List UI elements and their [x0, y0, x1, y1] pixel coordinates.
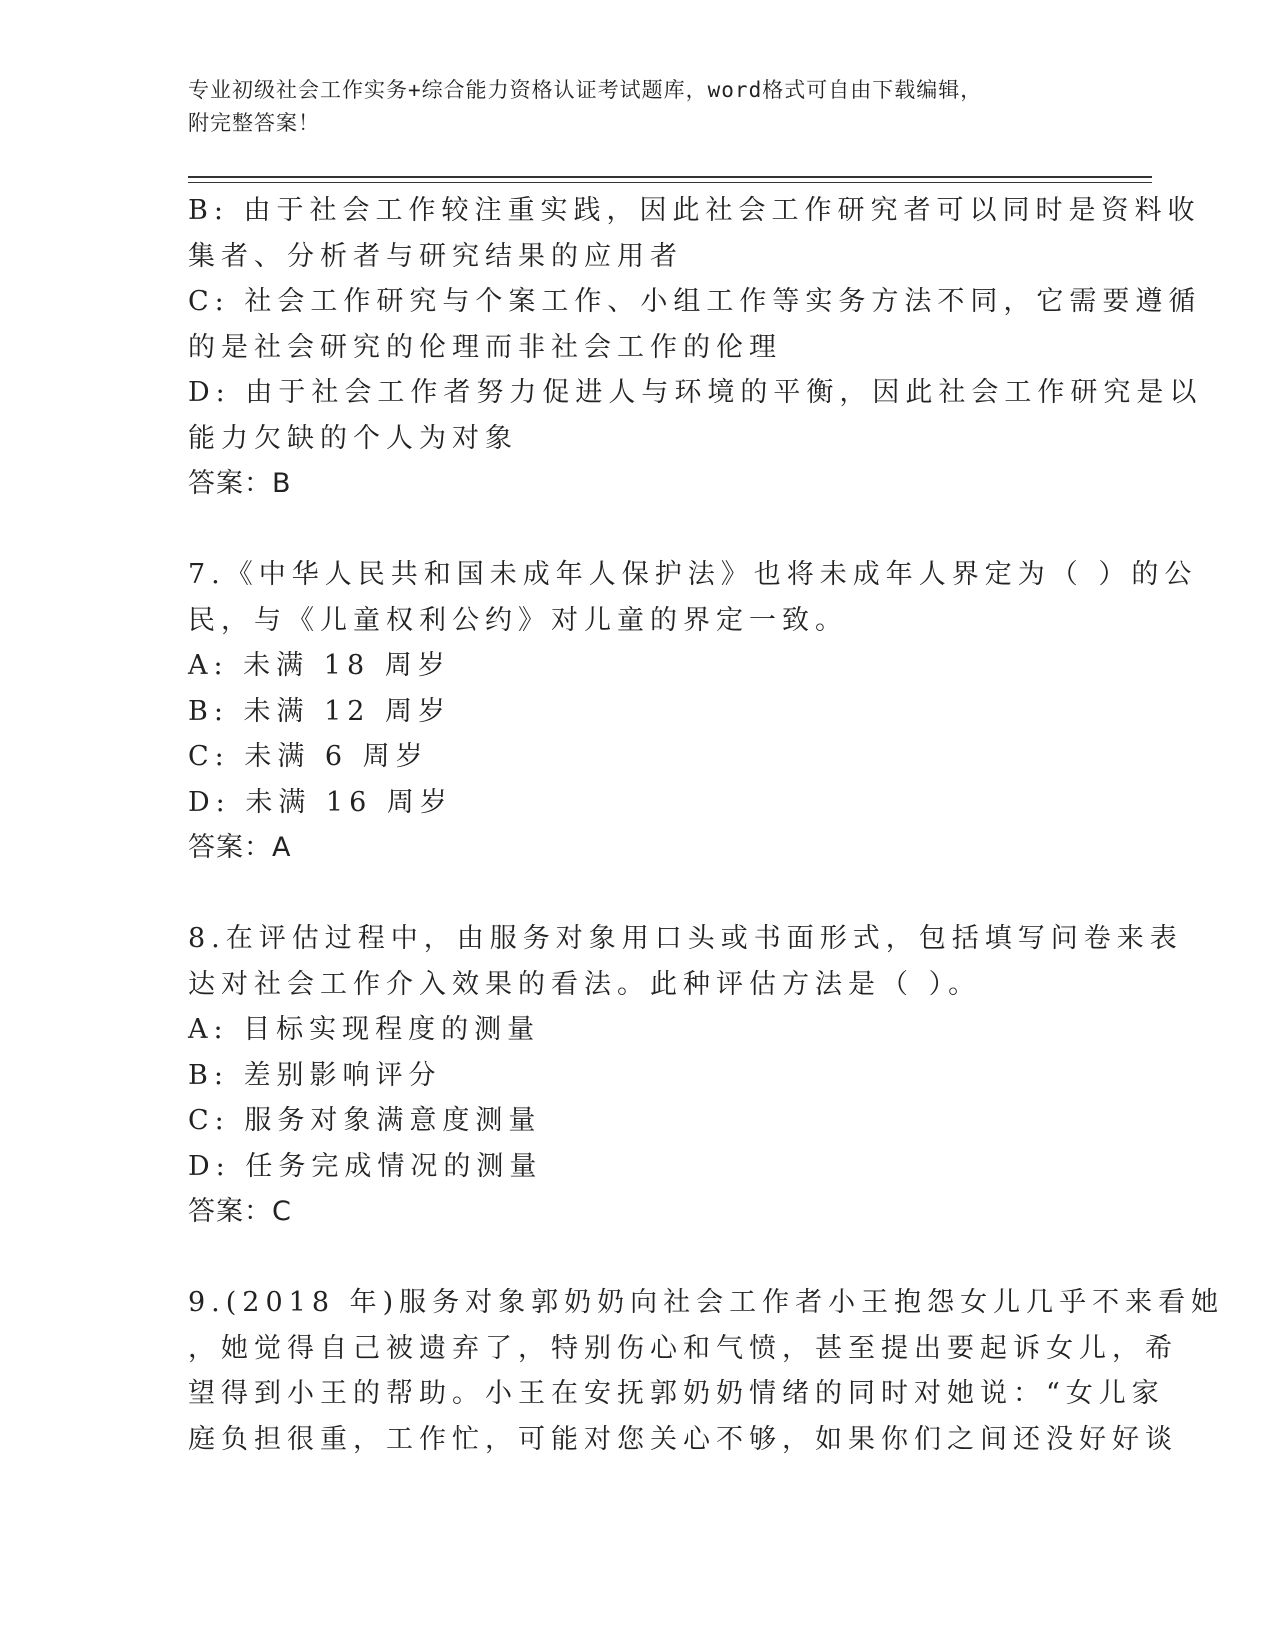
question-8	[188, 916, 1183, 1235]
header-line-1: 专业初级社会工作实务+综合能力资格认证考试题库，word格式可自由下载编辑，	[188, 78, 983, 102]
answer-line: 答案：A	[188, 832, 292, 863]
question-stem-line-1: 9.(2018 年)服务对象郭奶奶向社会工作者小王抱怨女儿几乎不来看她	[188, 1287, 1225, 1318]
question-6-tail	[188, 188, 1203, 507]
option-c-line-2: 的是社会研究的伦理而非社会工作的伦理	[188, 331, 782, 363]
document-body	[188, 188, 1225, 1462]
option-a: A: 目标实现程度的测量	[188, 1014, 541, 1045]
question-9	[188, 1280, 1225, 1462]
question-stem-line-4: 庭负担很重，工作忙，可能对您关心不够，如果你们之间还没好好谈	[188, 1423, 1178, 1455]
header-divider-thick	[188, 176, 1152, 178]
option-a: A: 未满 18 周岁	[188, 650, 451, 681]
option-c: C: 服务对象满意度测量	[188, 1105, 542, 1136]
question-stem-line-2: 达对社会工作介入效果的看法。此种评估方法是（ ）。	[188, 968, 982, 1000]
option-d-line-2: 能力欠缺的个人为对象	[188, 422, 518, 454]
option-b: B: 差别影响评分	[188, 1059, 442, 1091]
option-c: C: 未满 6 周岁	[188, 741, 429, 772]
option-b-line-1: B: 由于社会工作较注重实践，因此社会工作研究者可以同时是资料收	[188, 195, 1201, 226]
option-d: D: 任务完成情况的测量	[188, 1150, 543, 1182]
option-c-line-1: C: 社会工作研究与个案工作、小组工作等实务方法不同，它需要遵循	[188, 286, 1202, 317]
question-7	[188, 552, 1198, 871]
question-stem-line-1: 7.《中华人民共和国未成年人保护法》也将未成年人界定为（ ）的公	[188, 559, 1198, 590]
spacer	[188, 507, 1078, 553]
question-stem-line-2: ，她觉得自己被遗弃了，特别伤心和气愤，甚至提出要起诉女儿，希	[188, 1332, 1178, 1364]
option-d: D: 未满 16 周岁	[188, 786, 453, 818]
option-d-line-1: D: 由于社会工作者努力促进人与环境的平衡，因此社会工作研究是以	[188, 377, 1203, 408]
header-divider-thin	[188, 182, 1152, 183]
spacer	[188, 1235, 1078, 1281]
question-stem-line-1: 8.在评估过程中，由服务对象用口头或书面形式，包括填写问卷来表	[188, 923, 1183, 954]
answer-line: 答案：C	[188, 1196, 292, 1227]
option-b-line-2: 集者、分析者与研究结果的应用者	[188, 240, 683, 272]
spacer	[188, 871, 1078, 917]
answer-line: 答案：B	[188, 468, 292, 499]
question-stem-line-2: 民，与《儿童权利公约》对儿童的界定一致。	[188, 604, 848, 636]
option-b: B: 未满 12 周岁	[188, 695, 452, 727]
question-stem-line-3: 望得到小王的帮助。小王在安抚郭奶奶情绪的同时对她说：“女儿家	[188, 1378, 1165, 1409]
header-line-2: 附完整答案！	[188, 111, 320, 135]
document-header	[188, 74, 1088, 140]
